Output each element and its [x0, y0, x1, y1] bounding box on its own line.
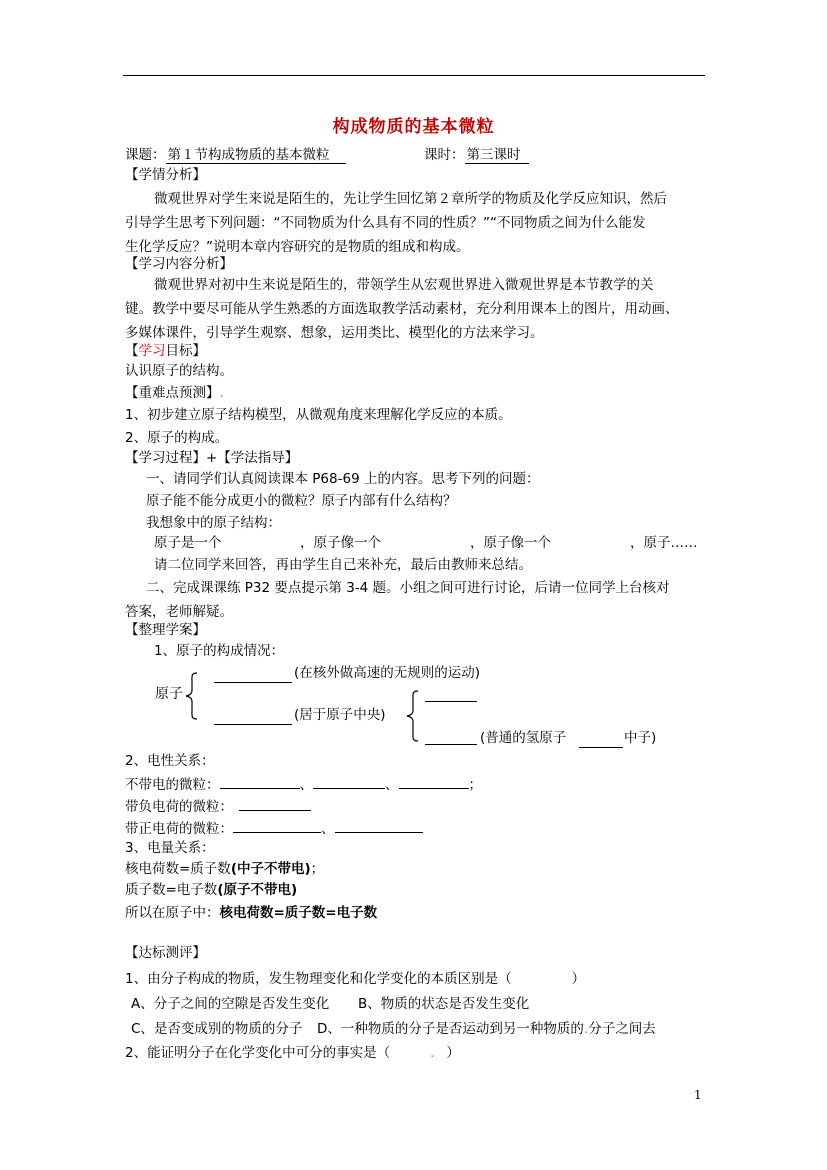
- goal-bracket-open: 【: [125, 343, 139, 359]
- process-line-3: 我想象中的原子结构：: [146, 515, 281, 531]
- analysis-heading: 【学情分析】: [125, 167, 206, 183]
- lesson-line: [125, 146, 346, 164]
- negative-label: 带负电荷的微粒：: [125, 799, 233, 815]
- equation-2: [125, 881, 297, 899]
- negative-blank[interactable]: [239, 796, 311, 811]
- analysis-line-2: 引导学生思考下列问题：“不同物质为什么具有不同的性质？”“不同物质之间为什么能发: [125, 215, 646, 231]
- document-title: 构成物质的基本微粒: [332, 117, 495, 137]
- option-d: [317, 1020, 656, 1038]
- analysis-line-1: 微观世界对学生来说是陌生的，先让学生回忆第２章所学的物质及化学反应知识，然后: [154, 191, 667, 207]
- process-line-7: 答案，老师解疑。: [125, 604, 233, 620]
- process-line-2: 原子能不能分成更小的微粒？原子内部有什么结构？: [146, 493, 457, 509]
- process-line-1: 一、请同学们认真阅读课本 P68-69 上的内容。思考下列的问题：: [146, 471, 540, 487]
- proton-blank[interactable]: [425, 687, 477, 702]
- neutral-line: [125, 774, 482, 794]
- process-line-4a: 原子是一个: [154, 535, 222, 551]
- test-heading: 【达标测评】: [125, 945, 206, 961]
- equation-3-text: 所以在原子中：: [125, 905, 220, 921]
- question-1-close: ）: [571, 971, 586, 987]
- question-1-text: 1、由分子构成的物质，发生物理变化和化学变化的本质区别是（: [125, 971, 512, 987]
- atom-brace: [185, 672, 199, 720]
- nucleus-blank[interactable]: [214, 710, 292, 725]
- equation-1-note: (中子不带电): [230, 861, 311, 877]
- process-line-4c: ，原子像一个: [470, 535, 551, 551]
- content-heading: 【学习内容分析】: [125, 256, 233, 272]
- period-label: 课时：: [424, 147, 465, 163]
- summary-item-3: 3、电量关系：: [125, 840, 215, 856]
- goal-bracket-close: 目标】: [165, 343, 206, 359]
- positive-blank-1[interactable]: [233, 818, 321, 833]
- neutral-blank-3[interactable]: [399, 774, 469, 789]
- summary-item-1: 1、原子的构成情况：: [154, 643, 285, 659]
- key-heading: [125, 384, 224, 402]
- period-value: 第三课时: [465, 147, 529, 164]
- summary-heading: 【整理学案】: [125, 622, 206, 638]
- positive-label: 带正电荷的微粒：: [125, 821, 233, 837]
- option-d-text: D、一种物质的分子是否运动到另一种物质的: [317, 1021, 584, 1037]
- equation-3-bold: 核电荷数=质子数=电子数: [219, 905, 378, 921]
- process-line-4d: ，原子……: [630, 535, 698, 551]
- process-line-6: 二、完成课课练 P32 要点提示第 3-4 题。小组之间可进行讨论，后请一位同学上台核对: [146, 580, 670, 596]
- electron-blank[interactable]: [214, 668, 292, 683]
- process-heading: 【学习过程】+【学法指导】: [125, 450, 299, 466]
- goal-heading: [125, 342, 206, 360]
- neutral-sep-1: 、: [299, 777, 313, 793]
- topic-label: 课题：: [125, 147, 166, 163]
- option-c: C、是否变成别的物质的分子: [131, 1021, 303, 1037]
- key-heading-dot: .: [219, 385, 224, 401]
- process-line-4b: ，原子像一个: [300, 535, 381, 551]
- hydrogen-blank[interactable]: [579, 733, 623, 748]
- option-a: A、分子之间的空隙是否发生变化: [131, 996, 330, 1012]
- period-line: [424, 146, 529, 164]
- content-line-2: 键。教学中要尽可能从学生熟悉的方面选取教学活动素材，充分利用课本上的图片，用动画、: [125, 301, 679, 317]
- equation-1-text: 核电荷数=质子数: [125, 861, 231, 877]
- positive-blank-2[interactable]: [335, 818, 423, 833]
- equation-2-note: (原子不带电): [217, 882, 298, 898]
- equation-1: [125, 860, 324, 878]
- summary-item-2: 2、电性关系：: [125, 753, 215, 769]
- neutral-end: ；: [468, 777, 482, 793]
- neutral-blank-2[interactable]: [313, 774, 385, 789]
- content-line-1: 微观世界对初中生来说是陌生的，带领学生从宏观世界进入微观世界是本节教学的关: [154, 277, 654, 293]
- header-rule: [123, 75, 705, 76]
- neutral-blank-1[interactable]: [220, 774, 300, 789]
- proton-note-b: 中子): [624, 730, 657, 746]
- question-2-text: 2、能证明分子在化学变化中可分的事实是（: [125, 1045, 391, 1061]
- positive-sep: 、: [321, 821, 335, 837]
- key-line-2: 2、原子的构成。: [125, 430, 229, 446]
- question-2-dot: .: [430, 1045, 435, 1061]
- nucleus-brace: [406, 690, 420, 742]
- goal-line-1: 认识原子的结构。: [125, 363, 233, 379]
- question-2: [125, 1044, 460, 1062]
- neutral-label: 不带电的微粒：: [125, 777, 220, 793]
- page-number: 1: [694, 1088, 702, 1102]
- content-line-3: 多媒体课件，引导学生观察、想象，运用类比、模型化的方法来学习。: [125, 325, 544, 341]
- outer-note: (在核外做高速的无规则的运动): [294, 665, 481, 681]
- analysis-line-3: 生化学反应？”说明本章内容研究的是物质的组成和构成。: [125, 239, 470, 255]
- equation-1-end: ；: [310, 861, 325, 877]
- topic-value: 第１节构成物质的基本微粒: [166, 147, 346, 164]
- neutron-blank[interactable]: [425, 730, 477, 745]
- option-b: B、物质的状态是否发生变化: [358, 996, 530, 1012]
- positive-line: [125, 818, 423, 838]
- neutral-sep-2: 、: [385, 777, 399, 793]
- question-1: [125, 970, 585, 988]
- option-d-end: 分子之间去: [588, 1021, 656, 1037]
- nucleus-note: (居于原子中央): [294, 707, 386, 723]
- goal-heading-red: 学习: [138, 343, 166, 359]
- negative-line: [125, 796, 311, 816]
- proton-note-a: (普通的氢原子: [480, 730, 567, 746]
- equation-3: [125, 904, 377, 922]
- key-heading-text: 【重难点预测】: [125, 385, 220, 401]
- key-line-1: 1、初步建立原子结构模型，从微观角度来理解化学反应的本质。: [125, 407, 512, 423]
- atom-label: 原子: [155, 686, 183, 702]
- process-line-5: 请二位同学来回答，再由学生自己来补充，最后由教师来总结。: [154, 557, 532, 573]
- option-d-dot: .: [583, 1021, 589, 1037]
- equation-2-text: 质子数=电子数: [125, 882, 218, 898]
- question-2-close: ）: [446, 1045, 460, 1061]
